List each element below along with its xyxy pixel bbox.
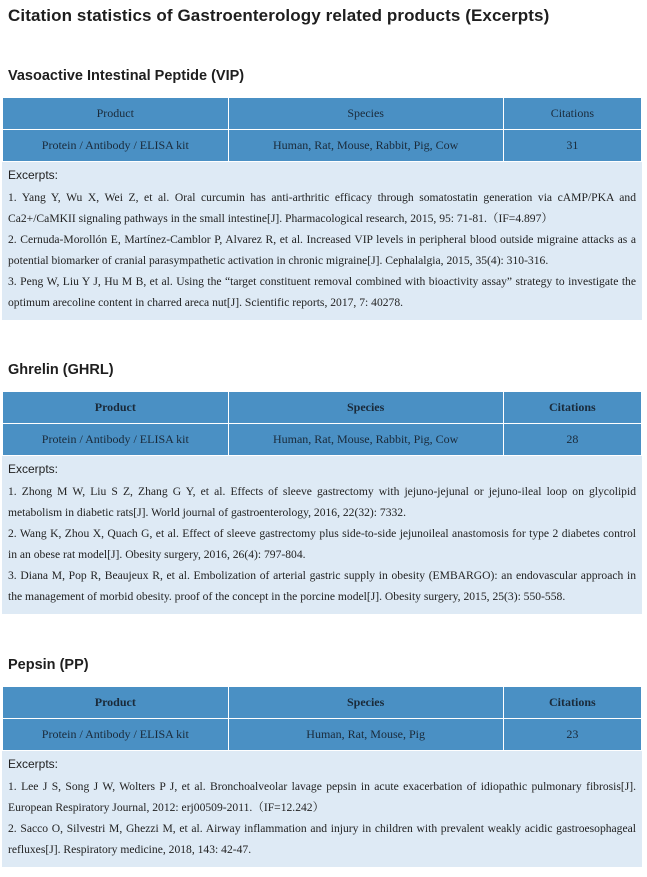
excerpts-box (2, 456, 642, 614)
section-ghrelin (0, 362, 647, 614)
section-title: Pepsin (PP) (8, 657, 89, 673)
reference-item: 2. Sacco O, Silvestri M, Ghezzi M, et al. Airway inflammation and injury in children with prevalent weakly acidic gastroesophageal refluxes[J]. Respiratory medicine, 2018, 143: 42-47. (8, 822, 636, 856)
reference-item: 3. Peng W, Liu Y J, Hu M B, et al. Using the “target constituent removal combined with bioactivity assay” strategy to investigate the optimum arecoline content in charred areca nut[J]. Scientific reports, 2017, 7: 40278. (8, 275, 636, 309)
excerpts-box (2, 751, 642, 867)
header-product: Product (3, 98, 229, 130)
section-pepsin (0, 657, 647, 871)
header-citations: Citations (503, 392, 641, 424)
reference-item: 1. Zhong M W, Liu S Z, Zhang G Y, et al. Effects of sleeve gastrectomy with jejuno-jejunal or jejuno-ileal loop on glycolipid metabolism in diabetic rats[J]. World journal of gastroenterology, 2016, 22(32): 7332. (8, 485, 636, 519)
table-row (3, 424, 642, 456)
section-title: Vasoactive Intestinal Peptide (VIP) (8, 68, 245, 84)
header-product: Product (3, 392, 229, 424)
table-header-row (3, 392, 642, 424)
excerpts-label: Excerpts: (8, 462, 59, 476)
product-table (2, 391, 642, 456)
cell-species: Human, Rat, Mouse, Pig (228, 719, 503, 751)
cell-product: Protein / Antibody / ELISA kit (3, 719, 229, 751)
section-title: Ghrelin (GHRL) (8, 362, 114, 378)
excerpts-box (2, 162, 642, 320)
cell-species: Human, Rat, Mouse, Rabbit, Pig, Cow (228, 130, 503, 162)
cell-product: Protein / Antibody / ELISA kit (3, 130, 229, 162)
header-citations: Citations (503, 687, 641, 719)
page-title: Citation statistics of Gastroenterology related products (Excerpts) (8, 6, 550, 25)
header-species: Species (228, 687, 503, 719)
section-vip (0, 68, 647, 320)
table-row (3, 130, 642, 162)
cell-citations: 23 (503, 719, 641, 751)
reference-item: 2. Cernuda-Morollón E, Martínez-Camblor P, Alvarez R, et al. Increased VIP levels in peripheral blood outside migraine attacks as a potential biomarker of cranial parasympathetic activation in chronic migraine[J]. Cephalalgia, 2015, 35(4): 310-316. (8, 233, 636, 267)
cell-citations: 31 (503, 130, 641, 162)
table-row (3, 719, 642, 751)
cell-species: Human, Rat, Mouse, Rabbit, Pig, Cow (228, 424, 503, 456)
excerpts-label: Excerpts: (8, 757, 59, 771)
cell-product: Protein / Antibody / ELISA kit (3, 424, 229, 456)
table-header-row (3, 687, 642, 719)
header-citations: Citations (503, 98, 641, 130)
reference-item: 1. Yang Y, Wu X, Wei Z, et al. Oral curcumin has anti-arthritic efficacy through somatostatin generation via cAMP/PKA and Ca2+/CaMKII signaling pathways in the small intestine[J]. Pharmacological research, 2015, 95: 71-81.（IF=4.897） (8, 191, 636, 225)
reference-item: 2. Wang K, Zhou X, Quach G, et al. Effect of sleeve gastrectomy plus side-to-side jejunoileal anastomosis for type 2 diabetes control in an obese rat model[J]. Obesity surgery, 2016, 26(4): 797-804. (8, 527, 636, 561)
excerpts-label: Excerpts: (8, 168, 59, 182)
reference-item: 3. Diana M, Pop R, Beaujeux R, et al. Embolization of arterial gastric supply in obesity (EMBARGO): an endovascular approach in the management of morbid obesity. proof of the concept in the porcine model[J]. Obesity surgery, 2015, 25(3): 550-558. (8, 569, 636, 603)
product-table (2, 97, 642, 162)
reference-item: 1. Lee J S, Song J W, Wolters P J, et al. Bronchoalveolar lavage pepsin in acute exacerbation of idiopathic pulmonary fibrosis[J]. European Respiratory Journal, 2012: erj00509-2011.（IF=12.242） (8, 780, 636, 814)
cell-citations: 28 (503, 424, 641, 456)
product-table (2, 686, 642, 751)
header-species: Species (228, 392, 503, 424)
header-species: Species (228, 98, 503, 130)
header-product: Product (3, 687, 229, 719)
table-header-row (3, 98, 642, 130)
